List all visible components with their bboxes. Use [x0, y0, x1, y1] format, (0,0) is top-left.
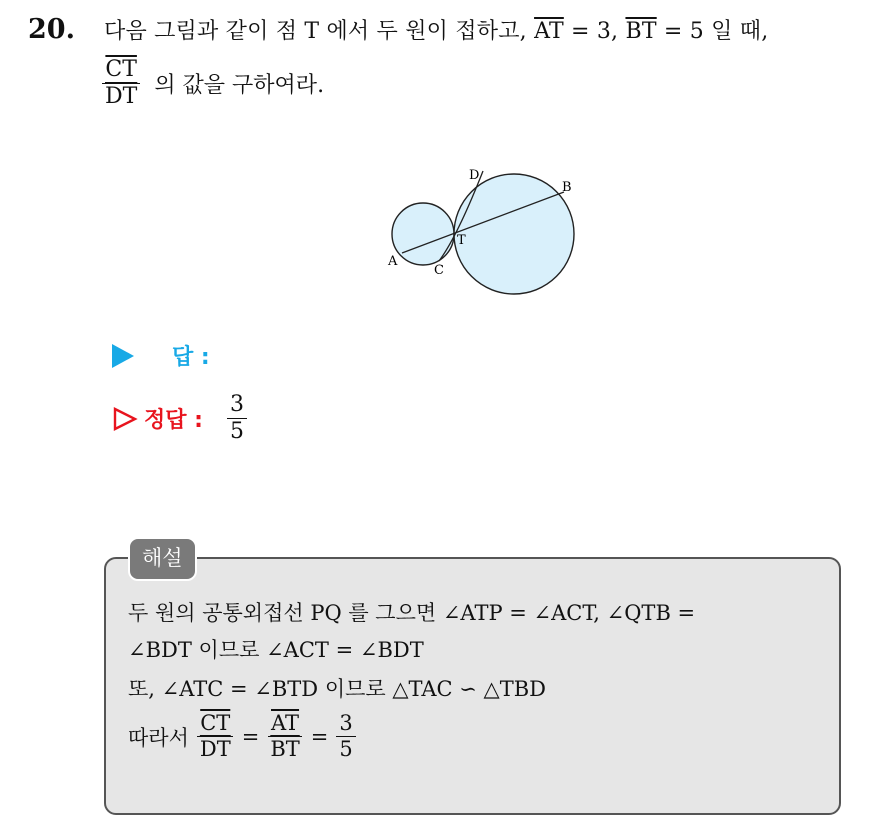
- f3-numerator: 3: [336, 712, 355, 737]
- label-a: A: [388, 254, 398, 269]
- label-t: T: [457, 233, 466, 248]
- question-line-2: [102, 58, 324, 109]
- play-triangle-icon: [112, 344, 134, 368]
- correct-answer-row: [112, 393, 247, 444]
- explanation-line-3: 또, ∠ATC = ∠BTD 이므로 △TAC ∽ △TBD: [128, 677, 546, 701]
- correct-numerator: 3: [227, 393, 247, 419]
- question-suffix: 의 값을 구하여라.: [154, 73, 325, 99]
- explanation-line-2: ∠BDT 이므로 ∠ACT = ∠BDT: [128, 638, 424, 662]
- small-circle: [392, 203, 454, 265]
- correct-denominator: 5: [229, 419, 244, 445]
- f1-denominator: DT: [199, 737, 231, 762]
- explanation-line-4: [128, 712, 356, 761]
- f2-denominator: BT: [270, 737, 300, 762]
- fraction-denominator: DT: [105, 84, 138, 110]
- f2-numerator: $\overline{AT}$: [268, 712, 302, 737]
- fraction-at-bt: [267, 712, 302, 761]
- explanation-tag: 해설: [128, 537, 197, 581]
- answer-label: 답 :: [172, 345, 210, 370]
- correct-label: 정답 :: [144, 408, 203, 434]
- label-b: B: [562, 180, 572, 195]
- equals-sign-2: =: [310, 724, 329, 749]
- outline-triangle-icon: [112, 406, 138, 432]
- bt-value: = 5 일 때,: [663, 19, 769, 44]
- correct-fraction: [227, 393, 247, 444]
- fraction-numerator: $\overline{CT}$: [102, 58, 140, 84]
- segment-bt: $\overline{BT}$: [625, 19, 657, 44]
- question-number: 20.: [28, 14, 75, 45]
- question-fraction: [102, 58, 140, 109]
- fraction-result: [336, 712, 355, 761]
- segment-at: $\overline{AT}$: [534, 19, 564, 44]
- question-line-1: [104, 14, 768, 45]
- label-c: C: [434, 263, 444, 278]
- label-d: D: [469, 168, 480, 183]
- tangent-circles-figure: [382, 162, 582, 302]
- question-prefix: 다음 그림과 같이 점 T 에서 두 원이 접하고,: [104, 19, 527, 44]
- answer-row: [112, 340, 210, 371]
- explanation-prefix: 따라서: [128, 725, 189, 750]
- equals-sign-1: =: [241, 724, 260, 749]
- at-value: = 3,: [571, 19, 619, 44]
- f3-denominator: 5: [339, 737, 353, 762]
- fraction-ct-dt: [197, 712, 234, 761]
- f1-numerator: $\overline{CT}$: [197, 712, 233, 737]
- large-circle: [454, 174, 574, 294]
- explanation-line-1: 두 원의 공통외접선 PQ 를 그으면 ∠ATP = ∠ACT, ∠QTB =: [128, 601, 696, 625]
